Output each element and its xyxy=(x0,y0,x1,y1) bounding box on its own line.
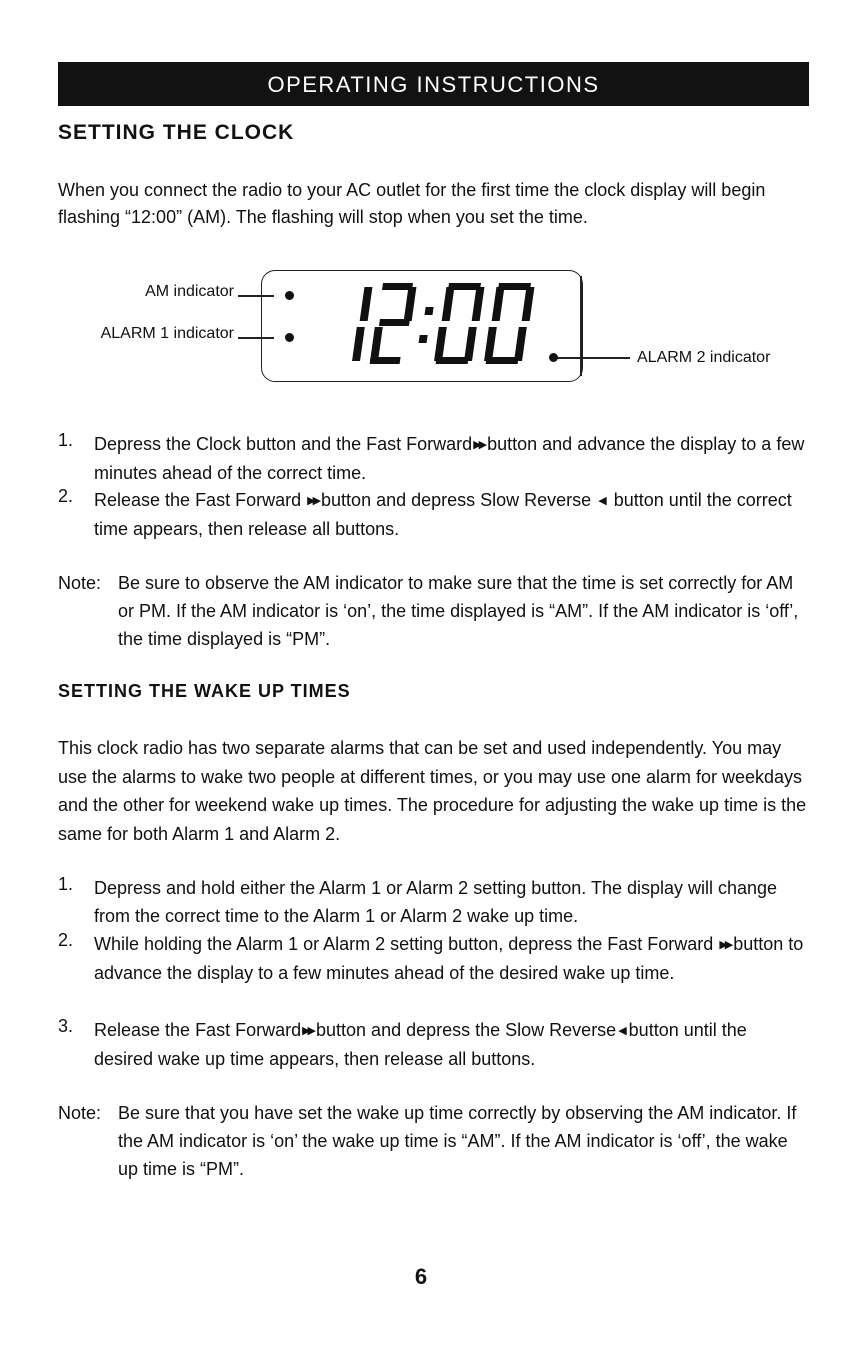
step-text: Release the Fast Forward▶▶ button and depress the Slow Reverse ◀ button until the desired wake up time appears, then release all buttons. xyxy=(94,1016,810,1073)
step-number: 2. xyxy=(58,930,74,950)
slow-reverse-icon: ◀ xyxy=(598,495,607,507)
wake-heading: SETTING THE WAKE UP TIMES xyxy=(58,681,351,701)
note-text: Be sure that you have set the wake up time correctly by observing the AM indicator. If the AM indicator is ‘on’ the wake up time is “AM”. If the AM indicator is ‘off’, the wake up time is “PM”. xyxy=(118,1103,797,1179)
step-text: While holding the Alarm 1 or Alarm 2 setting button, depress the Fast Forward ▶▶ button to advance the display to a few minutes ahead of the desired wake up time. xyxy=(94,930,810,987)
lcd-edge-line xyxy=(580,276,582,376)
step-text: Depress the Clock button and the Fast Forward▶▶ button and advance the display to a few minutes ahead of the correct time. xyxy=(94,430,810,487)
fast-forward-icon: ▶▶ xyxy=(473,439,485,451)
alarm2-indicator-label: ALARM 2 indicator xyxy=(637,349,771,366)
step-text: Release the Fast Forward ▶▶ button and depress Slow Reverse ◀ button until the correct time appears, then release all buttons. xyxy=(94,486,810,543)
fast-forward-icon: ▶▶ xyxy=(307,495,319,507)
note-label: Note: xyxy=(58,573,102,593)
step-number: 2. xyxy=(58,486,74,506)
lcd-digits xyxy=(339,283,559,368)
alarm1-indicator-dot xyxy=(285,333,294,342)
note-label: Note: xyxy=(58,1103,102,1123)
slow-reverse-icon: ◀ xyxy=(618,1025,627,1037)
header-banner: OPERATING INSTRUCTIONS xyxy=(58,62,809,106)
fast-forward-icon: ▶▶ xyxy=(719,939,731,951)
page-number: 6 xyxy=(414,1264,428,1289)
am-indicator-label: AM indicator xyxy=(145,283,234,300)
am-indicator-dot xyxy=(285,291,294,300)
clock-heading: SETTING THE CLOCK xyxy=(58,121,295,144)
display-time: 12:00 xyxy=(339,283,342,284)
note-text: Be sure to observe the AM indicator to make sure that the time is set correctly for AM or PM. If the AM indicator is ‘on’, the time displayed is “AM”. If the AM indicator is ‘off’, the time displayed is “PM”. xyxy=(118,573,799,649)
step-number: 1. xyxy=(58,874,74,894)
clock-intro: When you connect the radio to your AC outlet for the first time the clock display will begin flashing “12:00” (AM). The flashing will stop when you set the time. xyxy=(58,180,766,227)
alarm1-indicator-label: ALARM 1 indicator xyxy=(100,325,234,342)
step-number: 1. xyxy=(58,430,74,450)
fast-forward-icon: ▶▶ xyxy=(302,1025,314,1037)
wake-intro: This clock radio has two separate alarms that can be set and used independently. You may use the alarms to wake two people at different times, or you may use one alarm for weekdays and the other for weekend wake up times. The procedure for adjusting the wake up time is the same for both Alarm 1 and Alarm 2. xyxy=(58,738,807,844)
step-number: 3. xyxy=(58,1016,74,1036)
step-text: Depress and hold either the Alarm 1 or Alarm 2 setting button. The display will change from the correct time to the Alarm 1 or Alarm 2 wake up time. xyxy=(94,878,778,926)
